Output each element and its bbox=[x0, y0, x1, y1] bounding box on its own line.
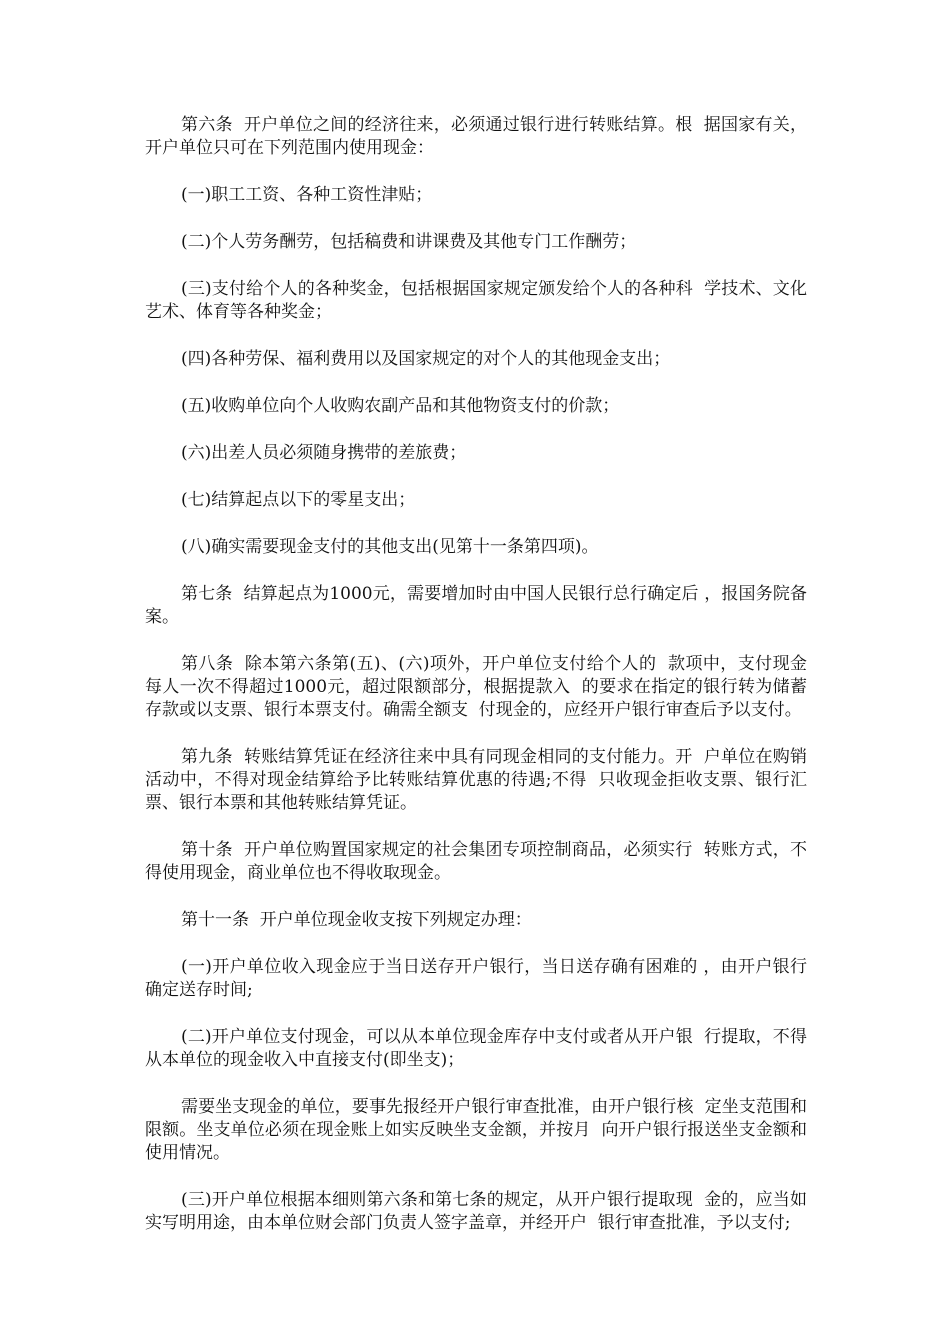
article-7-paragraph: 第七条 结算起点为1000元，需要增加时由中国人民银行总行确定后 ，报国务院备案。 bbox=[145, 584, 807, 627]
list-item-1: (一)职工工资、各种工资性津贴； bbox=[181, 185, 433, 205]
list-item-5: (五)收购单位向个人收购农副产品和其他物资支付的价款； bbox=[181, 396, 620, 416]
list-item-2: (二)个人劳务酬劳，包括稿费和讲课费及其他专门工作酬劳； bbox=[181, 232, 637, 252]
list-item-3: (三)支付给个人的各种奖金，包括根据国家规定颁发给个人的各种科 学技术、文化艺术、体育等各种奖金； bbox=[145, 279, 807, 322]
article-10-paragraph: 第十条 开户单位购置国家规定的社会集团专项控制商品，必须实行 转账方式，不得使用现金，商业单位也不得收取现金。 bbox=[145, 840, 807, 883]
article-11-item-2: (二)开户单位支付现金，可以从本单位现金库存中支付或者从开户银 行提取，不得从本单位的现金收入中直接支付(即坐支)； bbox=[145, 1027, 807, 1070]
list-item-8: (八)确实需要现金支付的其他支出(见第十一条第四项)。 bbox=[181, 537, 599, 557]
list-item-6: (六)出差人员必须随身携带的差旅费； bbox=[181, 443, 467, 463]
article-6-paragraph: 第六条 开户单位之间的经济往来，必须通过银行进行转账结算。根 据国家有关，开户单位只可在下列范围内使用现金： bbox=[145, 115, 807, 158]
article-11-paragraph: 第十一条 开户单位现金收支按下列规定办理： bbox=[181, 910, 532, 930]
article-11-item-3: (三)开户单位根据本细则第六条和第七条的规定，从开户银行提取现 金的，应当如实写明用途，由本单位财会部门负责人签字盖章，并经开户 银行审查批准，予以支付; bbox=[145, 1190, 807, 1233]
article-11-item-2-note: 需要坐支现金的单位，要事先报经开户银行审查批准，由开户银行核 定坐支范围和限额。坐支单位必须在现金账上如实反映坐支金额，并按月 向开户银行报送坐支金额和使用情况。 bbox=[145, 1097, 807, 1163]
list-item-7: (七)结算起点以下的零星支出； bbox=[181, 490, 416, 510]
document-body bbox=[145, 114, 807, 1259]
article-8-paragraph: 第八条 除本第六条第(五)、(六)项外，开户单位支付给个人的 款项中，支付现金每人一次不得超过1000元，超过限额部分，根据提款入 的要求在指定的银行转为储蓄存款或以支票、银行本票支付。确需全额支 付现金的，应经开户银行审查后予以支付。 bbox=[145, 654, 807, 720]
article-9-paragraph: 第九条 转账结算凭证在经济往来中具有同现金相同的支付能力。开 户单位在购销活动中，不得对现金结算给予比转账结算优惠的待遇;不得 只收现金拒收支票、银行汇票、银行本票和其他转账结算凭证。 bbox=[145, 747, 807, 813]
article-11-item-1: (一)开户单位收入现金应于当日送存开户银行，当日送存确有困难的 ，由开户银行确定送存时间; bbox=[145, 957, 807, 1000]
list-item-4: (四)各种劳保、福利费用以及国家规定的对个人的其他现金支出； bbox=[181, 349, 671, 369]
